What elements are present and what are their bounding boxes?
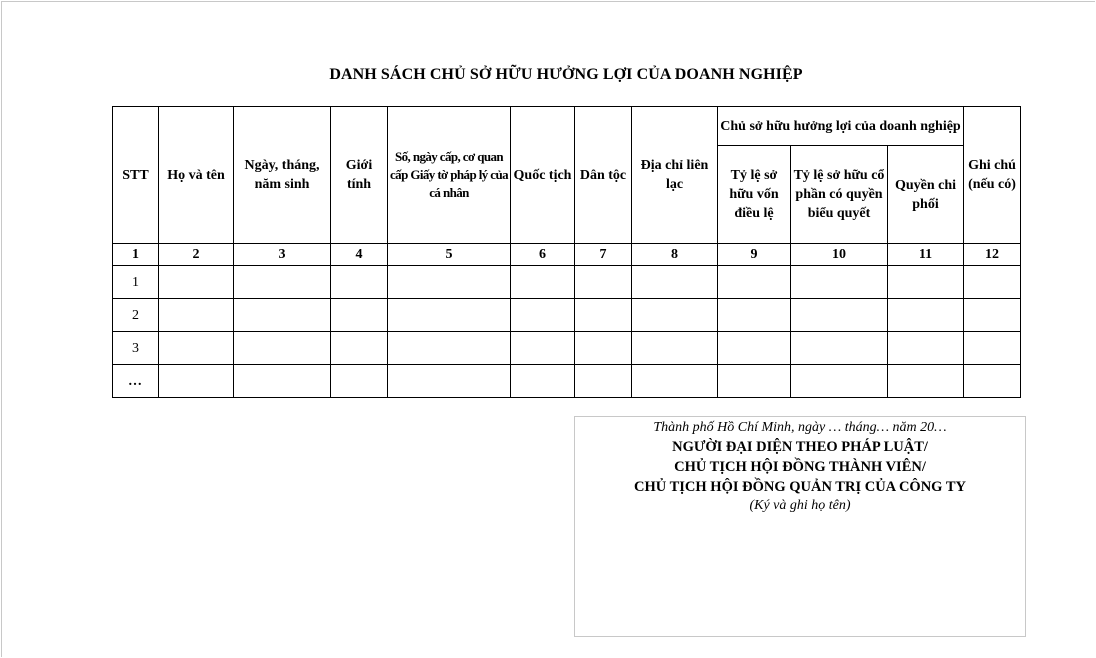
table-cell [888, 332, 964, 365]
table-cell [718, 332, 791, 365]
table-cell [575, 365, 632, 398]
table-cell [388, 266, 511, 299]
signature-note: (Ký và ghi họ tên) [749, 498, 851, 513]
column-number: 4 [331, 244, 388, 266]
header-gender: Giới tính [331, 107, 388, 244]
table-cell [632, 299, 718, 332]
table-cell [511, 266, 575, 299]
table-cell [388, 299, 511, 332]
header-contact-address: Địa chỉ liên lạc [632, 107, 718, 244]
table-cell [632, 332, 718, 365]
row-number: 1 [113, 266, 159, 299]
table-cell [331, 266, 388, 299]
header-full-name: Họ và tên [159, 107, 234, 244]
header-voting-share-ratio: Tỷ lệ sở hữu cổ phần có quyền biểu quyết [791, 146, 888, 244]
table-cell [718, 266, 791, 299]
table-cell [331, 365, 388, 398]
table-cell [234, 365, 331, 398]
table-cell [718, 365, 791, 398]
table-cell [632, 266, 718, 299]
table-cell [511, 299, 575, 332]
table-cell [888, 266, 964, 299]
column-number: 2 [159, 244, 234, 266]
table-cell [791, 332, 888, 365]
table-cell [888, 299, 964, 332]
header-stt: STT [113, 107, 159, 244]
column-number: 5 [388, 244, 511, 266]
header-legal-document: Số, ngày cấp, cơ quan cấp Giấy tờ pháp lý của cá nhân [388, 107, 511, 244]
table-row [113, 332, 1021, 365]
table-cell [159, 365, 234, 398]
table-cell [964, 332, 1021, 365]
header-beneficial-owner-group: Chủ sở hữu hưởng lợi của doanh nghiệp [718, 107, 964, 146]
table-cell [964, 365, 1021, 398]
signature-role-legal-rep: NGƯỜI ĐẠI DIỆN THEO PHÁP LUẬT/ [672, 439, 928, 455]
table-cell [511, 332, 575, 365]
table-cell [718, 299, 791, 332]
table-cell [159, 266, 234, 299]
table-cell [575, 266, 632, 299]
header-charter-capital-ratio: Tỷ lệ sở hữu vốn điều lệ [718, 146, 791, 244]
table-cell [791, 266, 888, 299]
table-cell [388, 365, 511, 398]
column-number: 12 [964, 244, 1021, 266]
table-cell [331, 299, 388, 332]
table-cell [234, 299, 331, 332]
table-cell [234, 332, 331, 365]
header-notes: Ghi chú (nếu có) [964, 107, 1021, 244]
table-cell [791, 299, 888, 332]
header-date-of-birth: Ngày, tháng, năm sinh [234, 107, 331, 244]
header-nationality: Quốc tịch [511, 107, 575, 244]
table-cell [159, 332, 234, 365]
document-title: DANH SÁCH CHỦ SỞ HỮU HƯỞNG LỢI CỦA DOANH NGHIỆP [329, 66, 803, 83]
table-cell [964, 266, 1021, 299]
signature-role-board-chair: CHỦ TỊCH HỘI ĐỒNG QUẢN TRỊ CỦA CÔNG TY [634, 479, 966, 495]
column-number: 1 [113, 244, 159, 266]
row-number: … [113, 365, 159, 398]
table-cell [791, 365, 888, 398]
column-number-row [113, 244, 1021, 266]
table-cell [511, 365, 575, 398]
table-cell [388, 332, 511, 365]
column-number: 11 [888, 244, 964, 266]
table-cell [888, 365, 964, 398]
table-cell [964, 299, 1021, 332]
column-number: 10 [791, 244, 888, 266]
table-row [113, 365, 1021, 398]
table-row [113, 299, 1021, 332]
header-ethnicity: Dân tộc [575, 107, 632, 244]
table-cell [632, 365, 718, 398]
beneficial-owners-table [112, 106, 1021, 398]
column-number: 6 [511, 244, 575, 266]
column-number: 7 [575, 244, 632, 266]
column-number: 8 [632, 244, 718, 266]
table-cell [331, 332, 388, 365]
signature-block [574, 416, 1026, 637]
row-number: 3 [113, 332, 159, 365]
column-number: 3 [234, 244, 331, 266]
table-cell [575, 332, 632, 365]
table-cell [159, 299, 234, 332]
table-row [113, 266, 1021, 299]
signature-date-line: Thành phố Hồ Chí Minh, ngày … tháng… năm 20… [653, 420, 947, 435]
table-cell [234, 266, 331, 299]
header-controlling-right: Quyền chi phối [888, 146, 964, 244]
column-number: 9 [718, 244, 791, 266]
row-number: 2 [113, 299, 159, 332]
table-cell [575, 299, 632, 332]
signature-role-members-council: CHỦ TỊCH HỘI ĐỒNG THÀNH VIÊN/ [674, 459, 926, 475]
